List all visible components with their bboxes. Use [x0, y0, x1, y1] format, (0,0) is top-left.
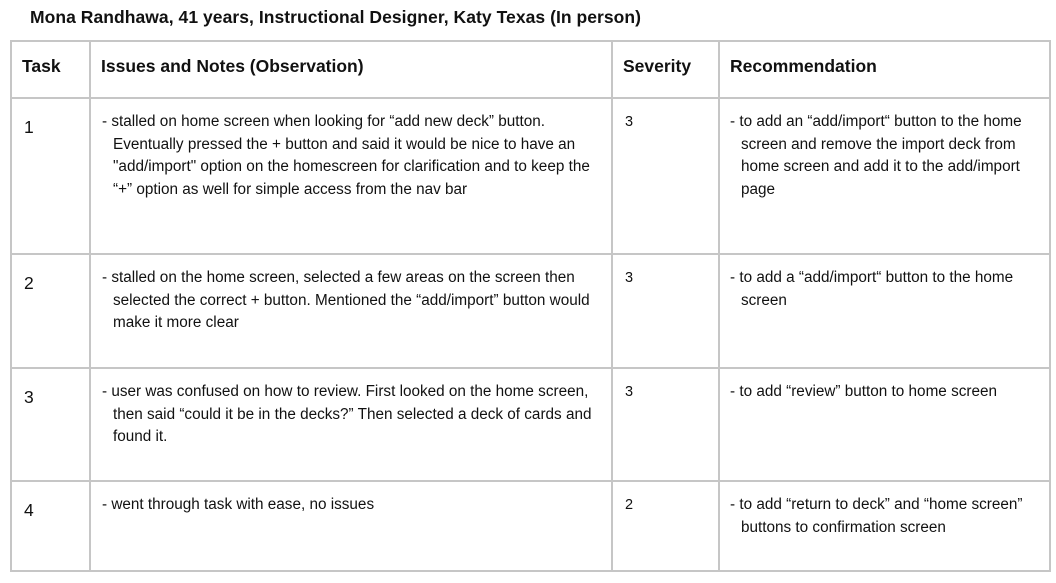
issues-notes-cell	[90, 368, 612, 481]
document-title: Mona Randhawa, 41 years, Instructional Designer, Katy Texas (In person)	[30, 7, 642, 27]
recommendation-cell	[719, 481, 1050, 571]
task-number: 3	[11, 368, 90, 481]
issues-notes-text: - stalled on the home screen, selected a few areas on the screen then selected the correct + button. Mentioned the “add/import” button would make it more clear	[102, 269, 590, 332]
recommendation-cell	[719, 98, 1050, 254]
header-issues: Issues and Notes (Observation)	[90, 41, 612, 98]
table-header-row	[11, 41, 1050, 98]
header-task: Task	[11, 41, 90, 98]
header-recommendation: Recommendation	[719, 41, 1050, 98]
recommendation-cell	[719, 254, 1050, 368]
severity-value: 2	[612, 481, 719, 571]
issues-notes-cell	[90, 481, 612, 571]
task-number: 2	[11, 254, 90, 368]
task-number: 4	[11, 481, 90, 571]
issues-notes-text: - went through task with ease, no issues	[102, 496, 375, 513]
table-row	[11, 481, 1050, 571]
issues-notes-cell	[90, 98, 612, 254]
task-number: 1	[11, 98, 90, 254]
recommendation-cell	[719, 368, 1050, 481]
recommendation-text: - to add “return to deck” and “home screen” buttons to confirmation screen	[730, 496, 1023, 536]
severity-value: 3	[612, 254, 719, 368]
issues-notes-text: - user was confused on how to review. First looked on the home screen, then said “could it be in the decks?” Then selected a deck of cards and found it.	[102, 383, 592, 446]
issues-notes-cell	[90, 254, 612, 368]
severity-value: 3	[612, 368, 719, 481]
table-row	[11, 98, 1050, 254]
recommendation-text: - to add a “add/import“ button to the home screen	[730, 269, 1014, 309]
recommendation-text: - to add “review” button to home screen	[730, 383, 997, 400]
table-row	[11, 254, 1050, 368]
table-row	[11, 368, 1050, 481]
recommendation-text: - to add an “add/import“ button to the home screen and remove the import deck from home screen and add it to the add/import page	[730, 113, 1022, 198]
usability-findings-table	[10, 40, 1051, 572]
header-severity: Severity	[612, 41, 719, 98]
issues-notes-text: - stalled on home screen when looking for “add new deck” button. Eventually pressed the + button and said it would be nice to have an "add/import" option on the homescreen for clarification and to keep the “+” option as well for simple access from the nav bar	[102, 113, 590, 198]
severity-value: 3	[612, 98, 719, 254]
